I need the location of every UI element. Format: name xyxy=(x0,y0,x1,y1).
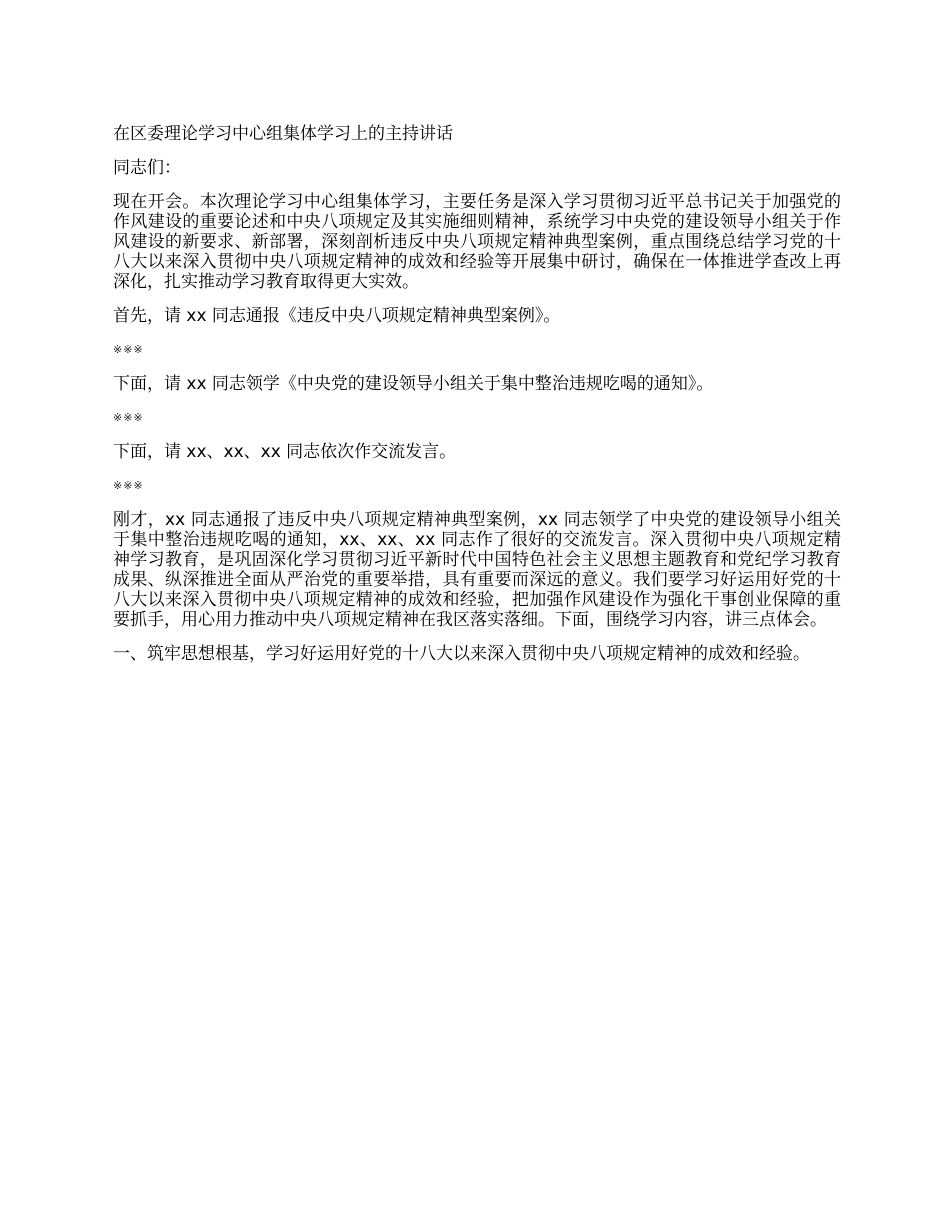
document-title: 在区委理论学习中心组集体学习上的主持讲话 xyxy=(113,124,453,144)
paragraph-agenda-2: 下面，请 xx 同志领学《中央党的建设领导小组关于集中整治违规吃喝的通知》。 xyxy=(113,374,714,394)
paragraph-agenda-1: 首先，请 xx 同志通报《违反中央八项规定精神典型案例》。 xyxy=(113,306,561,326)
separator-1: ※※※ xyxy=(113,343,144,356)
paragraph-agenda-3: 下面，请 xx、xx、xx 同志依次作交流发言。 xyxy=(113,442,457,462)
separator-2: ※※※ xyxy=(113,411,144,424)
separator-3: ※※※ xyxy=(113,479,144,492)
section-heading-1: 一、筑牢思想根基，学习好运用好党的十八大以来深入贯彻中央八项规定精神的成效和经验。 xyxy=(113,644,810,664)
document-body xyxy=(113,124,841,678)
paragraph-summary: 刚才，xx 同志通报了违反中央八项规定精神典型案例，xx 同志领学了中央党的建设领导小组关于集中整治违规吃喝的通知，xx、xx、xx 同志作了很好的交流发言。深入贯彻中央八项规定精神学习教育，是巩固深化学习贯彻习近平新时代中国特色社会主义思想主题教育和党纪学习教育成果、纵深推进全面从严治党的重要举措，具有重要而深远的意义。我们要学习好运用好党的十八大以来深入贯彻中央八项规定精神的成效和经验，把加强作风建设作为强化干事创业保障的重要抓手，用心用力推动中央八项规定精神在我区落实落细。下面，围绕学习内容，讲三点体会。 xyxy=(113,510,841,630)
salutation: 同志们： xyxy=(113,158,181,178)
paragraph-opening: 现在开会。本次理论学习中心组集体学习，主要任务是深入学习贯彻习近平总书记关于加强党的作风建设的重要论述和中央八项规定及其实施细则精神，系统学习中央党的建设领导小组关于作风建设的新要求、新部署，深刻剖析违反中央八项规定精神典型案例，重点围绕总结学习党的十八大以来深入贯彻中央八项规定精神的成效和经验等开展集中研讨，确保在一体推进学查改上再深化，扎实推动学习教育取得更大实效。 xyxy=(113,192,841,292)
